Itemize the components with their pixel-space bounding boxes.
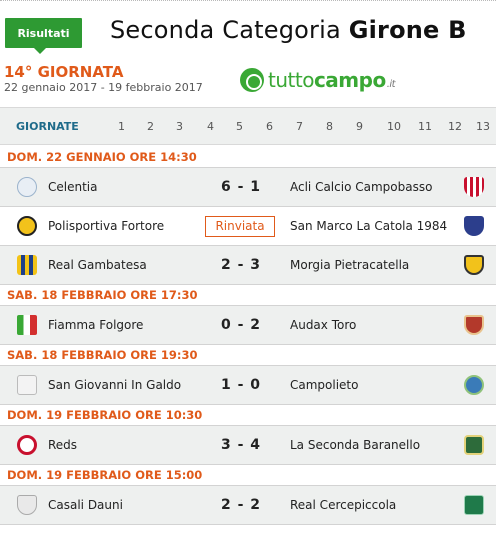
title-group: Girone B [348,16,467,44]
home-team-name[interactable]: San Giovanni In Galdo [48,378,182,392]
away-team-name[interactable]: Real Cercepiccola [290,498,397,512]
match-score[interactable]: 2 - 2 [220,497,262,513]
away-team-name[interactable]: Audax Toro [290,318,357,332]
round-link-12[interactable]: 12 [448,119,462,133]
round-link-6[interactable]: 6 [266,119,273,133]
match-score[interactable]: 6 - 1 [220,179,262,195]
acli-crest-icon [464,177,484,197]
match-day-header: SAB. 18 FEBBRAIO ORE 17:30 [0,285,496,306]
rounds-nav [0,107,496,145]
audax-crest-icon [464,315,484,335]
match-score[interactable]: 1 - 0 [220,377,262,393]
match-row[interactable] [0,486,496,525]
page-title [110,16,467,44]
round-link-8[interactable]: 8 [326,119,333,133]
football-icon [240,68,264,92]
away-team-name[interactable]: Morgia Pietracatella [290,258,410,272]
logo-text-bold: campo [313,68,386,92]
postponed-badge: Rinviata [205,216,275,237]
match-row[interactable] [0,426,496,465]
round-link-2[interactable]: 2 [147,119,154,133]
round-link-13[interactable]: 13 [476,119,490,133]
celentia-crest-icon [17,177,37,197]
round-link-5[interactable]: 5 [236,119,243,133]
match-row[interactable] [0,306,496,345]
logo-text-suffix: .it [386,79,396,90]
home-team-name[interactable]: Celentia [48,180,98,194]
match-day-header: DOM. 19 FEBBRAIO ORE 10:30 [0,405,496,426]
round-dates: 22 gennaio 2017 - 19 febbraio 2017 [4,81,203,94]
widget-header [0,10,496,54]
round-link-9[interactable]: 9 [356,119,363,133]
match-row[interactable] [0,168,496,207]
match-score[interactable]: 0 - 2 [220,317,262,333]
fortore-crest-icon [17,216,37,236]
match-day-header: DOM. 22 GENNAIO ORE 14:30 [0,147,496,168]
round-link-4[interactable]: 4 [207,119,214,133]
away-team-name[interactable]: Acli Calcio Campobasso [290,180,433,194]
match-row[interactable] [0,366,496,405]
home-team-name[interactable]: Reds [48,438,78,452]
cercepiccola-crest-icon [464,495,484,515]
match-day-header: SAB. 18 FEBBRAIO ORE 19:30 [0,345,496,366]
rounds-nav-label: GIORNATE [16,119,79,133]
reds-crest-icon [17,435,37,455]
round-link-1[interactable]: 1 [118,119,125,133]
morgia-crest-icon [464,255,484,275]
logo-text [268,68,395,92]
home-team-name[interactable]: Real Gambatesa [48,258,147,272]
home-team-name[interactable]: Polisportiva Fortore [48,219,165,233]
match-score[interactable]: 3 - 4 [220,437,262,453]
match-row[interactable] [0,246,496,285]
title-category: Seconda Categoria [110,16,341,44]
round-link-11[interactable]: 11 [418,119,432,133]
match-day-header: DOM. 19 FEBBRAIO ORE 15:00 [0,465,496,486]
away-team-name[interactable]: Campolieto [290,378,359,392]
sanmarco-crest-icon [464,216,484,236]
tuttocampo-logo[interactable] [240,68,395,92]
match-row[interactable] [0,207,496,246]
campolieto-crest-icon [464,375,484,395]
round-link-10[interactable]: 10 [387,119,401,133]
logo-text-main: tutto [268,68,314,92]
results-badge[interactable]: Risultati [5,18,82,48]
home-team-name[interactable]: Fiamma Folgore [48,318,144,332]
casali-crest-icon [17,495,37,515]
home-team-name[interactable]: Casali Dauni [48,498,123,512]
badge-notch [34,48,46,54]
gambatesa-crest-icon [17,255,37,275]
baranello-crest-icon [464,435,484,455]
round-title: 14° GIORNATA [4,63,124,81]
round-link-3[interactable]: 3 [176,119,183,133]
sangiovanni-crest-icon [17,375,37,395]
fiamma-crest-icon [17,315,37,335]
away-team-name[interactable]: San Marco La Catola 1984 [290,219,448,233]
round-info [4,64,203,94]
away-team-name[interactable]: La Seconda Baranello [290,438,421,452]
round-link-7[interactable]: 7 [296,119,303,133]
match-score[interactable]: 2 - 3 [220,257,262,273]
top-dotted-divider [0,0,496,4]
